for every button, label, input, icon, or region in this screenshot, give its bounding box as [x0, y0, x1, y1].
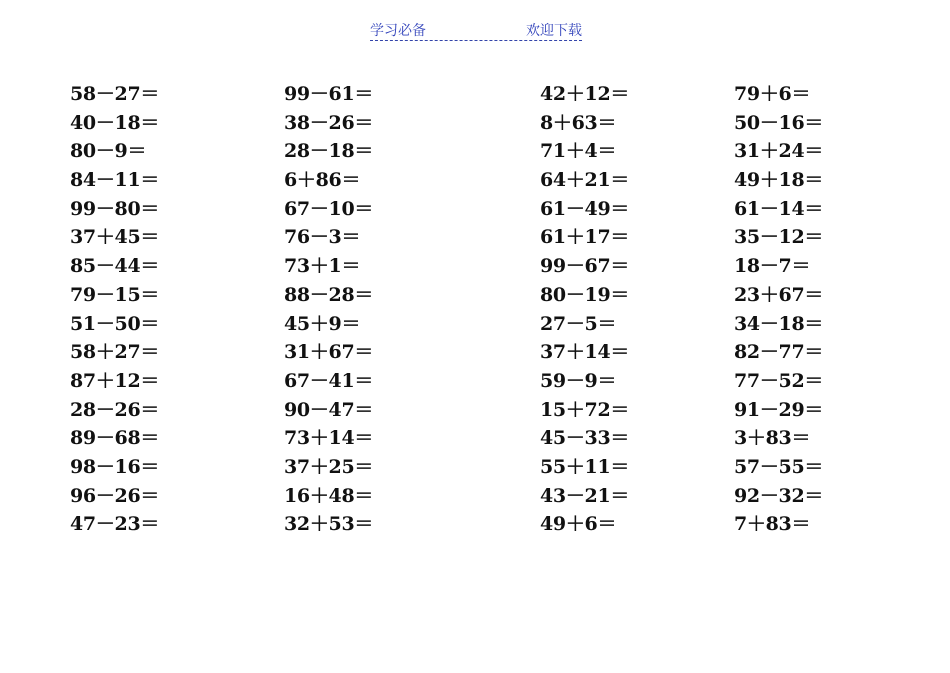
problem-column-1 — [70, 80, 159, 539]
math-problem: 85－44＝ — [70, 255, 160, 278]
problem-column-2 — [284, 80, 373, 539]
math-problem: 7＋83＝ — [734, 513, 811, 536]
problem-column-3 — [540, 80, 629, 539]
math-problem: 91－29＝ — [734, 398, 824, 421]
math-problem: 47－23＝ — [70, 513, 160, 536]
math-problem: 73＋14＝ — [284, 427, 374, 450]
math-problem: 15＋72＝ — [540, 398, 630, 421]
math-problem: 51－50＝ — [70, 312, 160, 335]
math-problem: 37＋45＝ — [70, 226, 160, 249]
math-problem: 61＋17＝ — [540, 226, 630, 249]
math-problem: 73＋1＝ — [284, 255, 361, 278]
math-problem: 67－10＝ — [284, 197, 374, 220]
math-problem: 61－49＝ — [540, 197, 630, 220]
math-problem: 80－9＝ — [70, 140, 147, 163]
math-problem: 61－14＝ — [734, 197, 824, 220]
math-problem: 23＋67＝ — [734, 283, 824, 306]
math-problem: 80－19＝ — [540, 283, 630, 306]
page-header — [370, 20, 582, 41]
math-problem: 92－32＝ — [734, 484, 824, 507]
math-problem: 99－80＝ — [70, 197, 160, 220]
math-problem: 58＋27＝ — [70, 341, 160, 364]
math-problem: 35－12＝ — [734, 226, 824, 249]
math-problem: 99－67＝ — [540, 255, 630, 278]
math-problem: 88－28＝ — [284, 283, 374, 306]
math-problem: 37＋25＝ — [284, 455, 374, 478]
math-problem: 34－18＝ — [734, 312, 824, 335]
math-problem: 82－77＝ — [734, 341, 824, 364]
header-right-text: 欢迎下载 — [526, 23, 582, 39]
math-problem: 31＋67＝ — [284, 341, 374, 364]
math-problem: 90－47＝ — [284, 398, 374, 421]
math-problem: 27－5＝ — [540, 312, 617, 335]
math-problem: 37＋14＝ — [540, 341, 630, 364]
problem-column-4 — [734, 80, 823, 539]
math-problem: 79＋6＝ — [734, 83, 811, 105]
math-problem: 45＋9＝ — [284, 312, 361, 335]
math-problem: 79－15＝ — [70, 283, 160, 306]
math-problem: 59－9＝ — [540, 369, 617, 392]
math-problem: 76－3＝ — [284, 226, 361, 249]
math-problem: 50－16＝ — [734, 111, 824, 134]
math-problem: 32＋53＝ — [284, 513, 374, 536]
math-problem: 42＋12＝ — [540, 83, 630, 105]
math-problem: 38－26＝ — [284, 111, 374, 134]
math-problem: 49＋6＝ — [540, 513, 617, 536]
math-problem: 31＋24＝ — [734, 140, 824, 163]
math-problem: 16＋48＝ — [284, 484, 374, 507]
math-problem: 6＋86＝ — [284, 169, 361, 192]
math-problem: 18－7＝ — [734, 255, 811, 278]
math-problem: 49＋18＝ — [734, 169, 824, 192]
math-problem: 8＋63＝ — [540, 111, 617, 134]
math-problem: 87＋12＝ — [70, 369, 160, 392]
math-problem: 43－21＝ — [540, 484, 630, 507]
math-problem: 3＋83＝ — [734, 427, 811, 450]
math-problem: 28－26＝ — [70, 398, 160, 421]
math-problem: 89－68＝ — [70, 427, 160, 450]
math-problem: 77－52＝ — [734, 369, 824, 392]
math-problem: 57－55＝ — [734, 455, 824, 478]
header-left-text: 学习必备 — [370, 23, 426, 39]
math-problem: 28－18＝ — [284, 140, 374, 163]
math-problem: 40－18＝ — [70, 111, 160, 134]
math-problem: 96－26＝ — [70, 484, 160, 507]
math-problem: 98－16＝ — [70, 455, 160, 478]
math-problem: 45－33＝ — [540, 427, 630, 450]
math-problem: 64＋21＝ — [540, 169, 630, 192]
math-problem: 71＋4＝ — [540, 140, 617, 163]
math-problem: 58－27＝ — [70, 83, 160, 105]
math-problem: 84－11＝ — [70, 169, 160, 192]
math-problem: 55＋11＝ — [540, 455, 630, 478]
math-problem: 99－61＝ — [284, 83, 374, 105]
math-problem: 67－41＝ — [284, 369, 374, 392]
